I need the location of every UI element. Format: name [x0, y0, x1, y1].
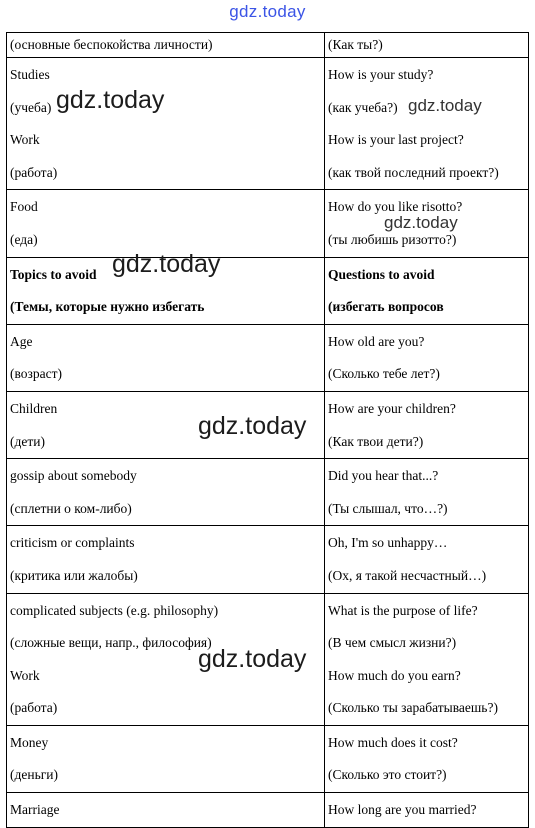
cell-text: (учеба)	[10, 99, 52, 115]
table-cell-right	[325, 324, 529, 391]
cell-text: How much do you earn?	[328, 667, 461, 683]
watermark: gdz.today	[198, 412, 307, 440]
table-cell-left	[7, 526, 325, 593]
section-heading: Questions to avoid	[328, 266, 435, 282]
cell-text: (работа)	[10, 700, 58, 716]
table-row	[7, 459, 529, 526]
cell-text: (деньги)	[10, 767, 58, 783]
table-row	[7, 33, 529, 58]
watermark: gdz.today	[112, 250, 221, 278]
table-cell-right	[325, 391, 529, 458]
cell-text: How is your study?	[328, 67, 434, 82]
cell-text: criticism or complaints	[10, 535, 135, 551]
cell-text: (сплетни о ком-либо)	[10, 500, 132, 516]
watermark: gdz.today	[384, 213, 458, 232]
table-cell-left	[7, 459, 325, 526]
cell-text: complicated subjects (e.g. philosophy)	[10, 602, 219, 618]
table-cell-right	[325, 257, 529, 324]
cell-text: (сложные вещи, напр., философия)	[10, 635, 212, 651]
cell-text: (Как твои дети?)	[328, 433, 424, 449]
cell-text: (как учеба?)	[328, 99, 398, 115]
cell-text: (Как ты?)	[328, 37, 383, 52]
cell-text: Did you hear that...?	[328, 468, 439, 484]
cell-text: (еда)	[10, 231, 38, 247]
table-row	[7, 391, 529, 458]
cell-text: How is your last project?	[328, 132, 464, 148]
cell-text: (Сколько это стоит?)	[328, 767, 447, 783]
table-row	[7, 526, 529, 593]
cell-text: (Сколько тебе лет?)	[328, 366, 440, 382]
table-cell-left	[7, 190, 325, 257]
cell-text: Oh, I'm so unhappy…	[328, 535, 448, 551]
watermark: gdz.today	[408, 96, 482, 115]
table-row	[7, 324, 529, 391]
table-cell-right	[325, 190, 529, 257]
cell-text: (работа)	[10, 164, 58, 180]
table-cell-left	[7, 391, 325, 458]
cell-text: How do you like risotto?	[328, 199, 463, 215]
table-cell-right	[325, 725, 529, 792]
table-cell-left	[7, 324, 325, 391]
cell-text: How are your children?	[328, 400, 456, 416]
table-row	[7, 58, 529, 190]
table-cell-left	[7, 725, 325, 792]
cell-text: (Ты слышал, что…?)	[328, 500, 448, 516]
cell-text: (основные беспокойства личности)	[10, 37, 213, 52]
cell-text: How old are you?	[328, 333, 425, 349]
table-row	[7, 725, 529, 792]
table-cell-right	[325, 526, 529, 593]
cell-text: (дети)	[10, 433, 45, 449]
table-row	[7, 593, 529, 725]
cell-text: (В чем смысл жизни?)	[328, 635, 457, 651]
cell-text: Food	[10, 199, 38, 215]
table-row-header	[7, 257, 529, 324]
table-cell-right	[325, 593, 529, 725]
cell-text: Marriage	[10, 802, 60, 818]
table-cell-left	[7, 257, 325, 324]
cell-text: Work	[10, 132, 40, 148]
table-cell-right	[325, 33, 529, 58]
cell-text: gossip about somebody	[10, 468, 137, 484]
watermark: gdz.today	[198, 645, 307, 673]
cell-text: What is the purpose of life?	[328, 602, 478, 618]
table-cell-right	[325, 793, 529, 828]
section-heading: Topics to avoid	[10, 266, 97, 282]
table-cell-right	[325, 459, 529, 526]
cell-text: (как твой последний проект?)	[328, 164, 499, 180]
cell-text: How much does it cost?	[328, 734, 458, 750]
table-cell-left	[7, 33, 325, 58]
site-watermark-header: gdz.today	[229, 2, 306, 21]
cell-text: Children	[10, 400, 58, 416]
topics-table	[6, 32, 529, 828]
cell-text: Work	[10, 667, 40, 683]
cell-text: Money	[10, 734, 49, 750]
cell-text: Studies	[10, 67, 50, 82]
section-heading: (избегать вопросов	[328, 299, 444, 315]
cell-text: (ты любишь ризотто?)	[328, 231, 457, 247]
table-row	[7, 793, 529, 828]
cell-text: (Сколько ты зарабатываешь?)	[328, 700, 498, 716]
cell-text: (критика или жалобы)	[10, 567, 138, 583]
watermark: gdz.today	[56, 86, 165, 114]
cell-text: (возраст)	[10, 366, 62, 382]
table-row	[7, 190, 529, 257]
cell-text: (Ох, я такой несчастный…)	[328, 567, 487, 583]
cell-text: How long are you married?	[328, 802, 477, 818]
table-cell-right	[325, 58, 529, 190]
table-cell-left	[7, 58, 325, 190]
table-cell-left	[7, 593, 325, 725]
section-heading: (Темы, которые нужно избегать	[10, 299, 205, 315]
table-cell-left	[7, 793, 325, 828]
cell-text: Age	[10, 333, 33, 349]
